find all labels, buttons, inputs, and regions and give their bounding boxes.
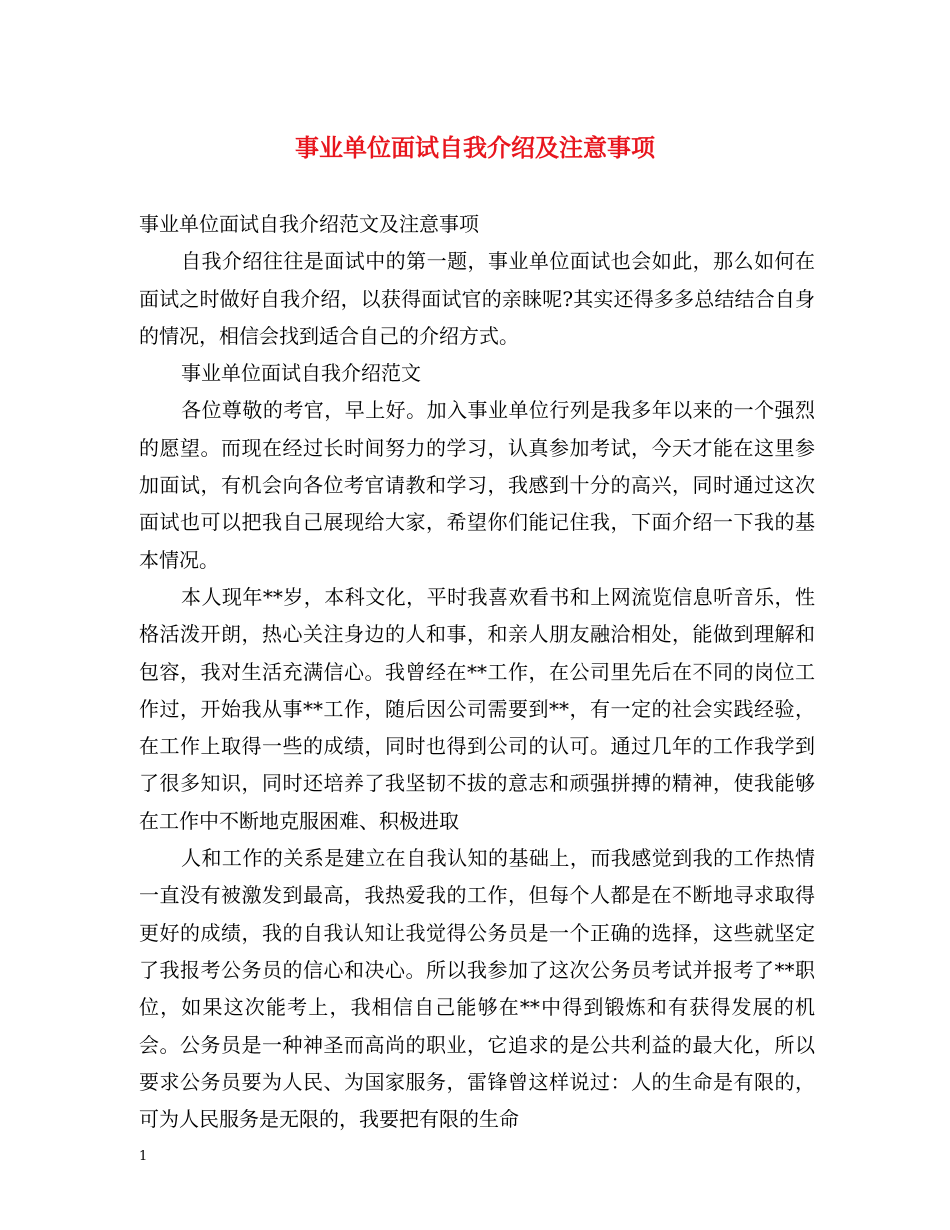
subtitle-line: 事业单位面试自我介绍范文及注意事项: [139, 212, 479, 236]
section-heading: 事业单位面试自我介绍范文: [181, 361, 421, 386]
body-paragraph: 人和工作的关系是建立在自我认知的基础上，而我感觉到我的工作热情一直没有被激发到最高，我热爱我的工作，但每个人都是在不断地寻求取得更好的成绩，我的自我认知让我觉得公务员是一个正确的选择，这些就坚定了我报考公务员的信心和决心。所以我参加了这次公务员考试并报考了**职位，如果这次能考上，我相信自己能够在**中得到锻炼和有获得发展的机会。公务员是一种神圣而高尚的职业，它追求的是公共利益的最大化，所以要求公务员要为人民、为国家服务，雷锋曾这样说过：人的生命是有限的，可为人民服务是无限的，我要把有限的生命: [139, 846, 815, 1132]
document-title: 事业单位面试自我介绍及注意事项: [295, 133, 655, 162]
document-body: [139, 206, 815, 1138]
body-paragraph: 各位尊敬的考官，早上好。加入事业单位行列是我多年以来的一个强烈的愿望。而现在经过长时间努力的学习，认真参加考试，今天才能在这里参加面试，有机会向各位考官请教和学习，我感到十分的高兴，同时通过这次面试也可以把我自己展现给大家，希望你们能记住我，下面介绍一下我的基本情况。: [139, 398, 815, 572]
body-paragraph: 本人现年**岁，本科文化，平时我喜欢看书和上网流览信息听音乐，性格活泼开朗，热心关注身边的人和事，和亲人朋友融洽相处，能做到理解和包容，我对生活充满信心。我曾经在**工作，在公司里先后在不同的岗位工作过，开始我从事**工作，随后因公司需要到**，有一定的社会实践经验，在工作上取得一些的成绩，同时也得到公司的认可。通过几年的工作我学到了很多知识，同时还培养了我坚韧不拔的意志和顽强拼搏的精神，使我能够在工作中不断地克服困难、积极进取: [139, 584, 815, 833]
intro-paragraph: 自我介绍往往是面试中的第一题，事业单位面试也会如此，那么如何在面试之时做好自我介绍，以获得面试官的亲睐呢?其实还得多多总结结合自身的情况，相信会找到适合自己的介绍方式。: [139, 249, 815, 348]
page-number: 1: [139, 1149, 148, 1164]
